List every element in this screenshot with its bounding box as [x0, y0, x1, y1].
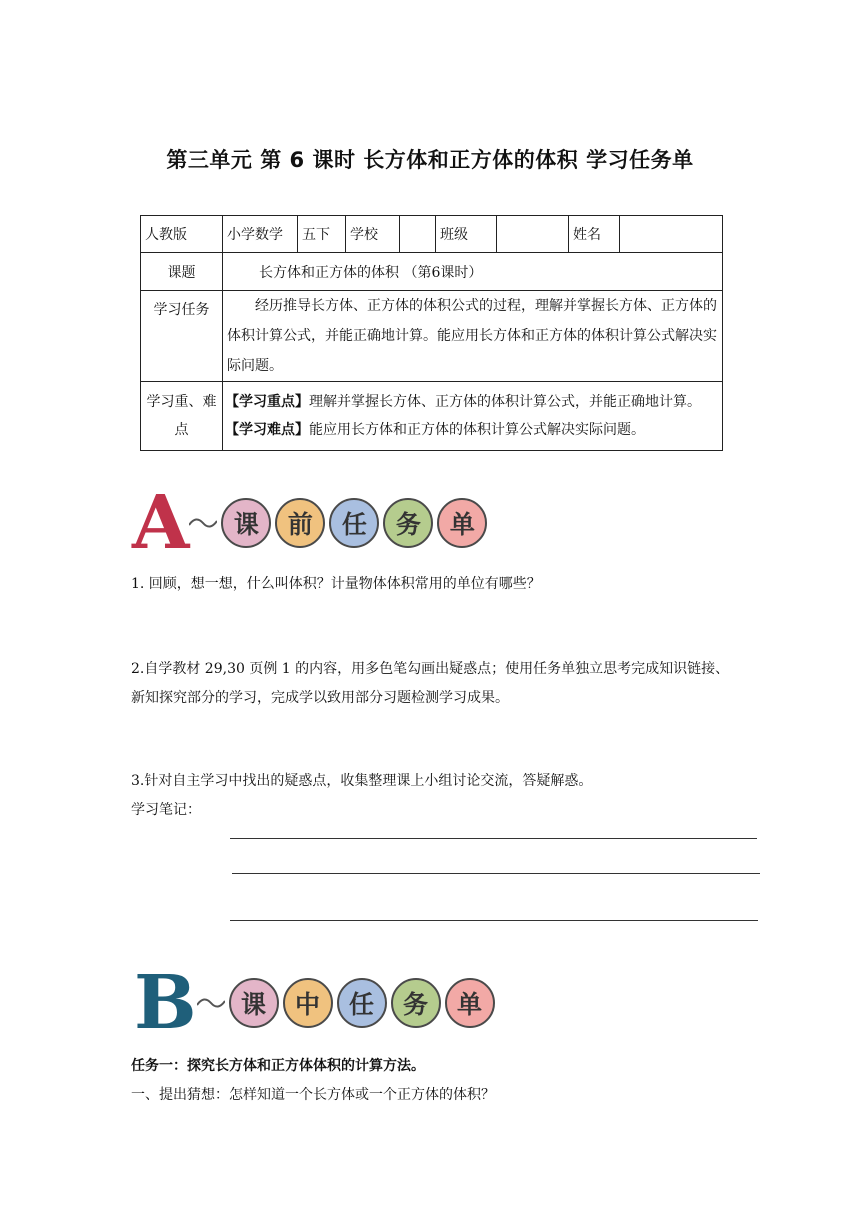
note-line[interactable] — [232, 873, 760, 874]
notes-label: 学习笔记： — [131, 802, 201, 818]
note-line[interactable] — [230, 920, 758, 921]
class-label: 班级 — [436, 216, 497, 253]
note-line[interactable] — [230, 838, 757, 839]
difficulty-text: 能应用长方体和正方体的体积计算公式解决实际问题。 — [309, 422, 645, 438]
topic-row — [141, 253, 723, 291]
info-header-row — [141, 216, 723, 253]
letter-b-icon: B — [134, 960, 197, 1046]
difficulty-tag: 【学习难点】 — [225, 422, 309, 438]
section-b-banner — [134, 960, 495, 1046]
key-point-text: 理解并掌握长方体、正方体的体积计算公式，并能正确地计算。 — [309, 394, 701, 410]
badge-circle: 任 — [337, 978, 387, 1028]
topic-label: 课题 — [141, 253, 223, 291]
squiggle-connector-icon — [197, 993, 225, 1013]
key-label: 学习重、难点 — [141, 382, 223, 451]
key-point-tag: 【学习重点】 — [225, 394, 309, 410]
difficulty-line — [225, 416, 718, 444]
subject-cell: 小学数学 — [223, 216, 298, 253]
school-field[interactable] — [400, 216, 436, 253]
badge-circle: 课 — [229, 978, 279, 1028]
info-table — [140, 215, 723, 451]
letter-a-icon: A — [132, 480, 190, 566]
badge-circle: 单 — [445, 978, 495, 1028]
question-3: 3.针对自主学习中找出的疑惑点，收集整理课上小组讨论交流，答疑解惑。 — [131, 773, 593, 789]
question-2: 2.自学教材 29,30 页例 1 的内容，用多色笔勾画出疑惑点；使用任务单独立思考完成知识链接、新知探究部分的学习，完成学以致用部分习题检测学习成果。 — [131, 661, 730, 706]
topic-value: 长方体和正方体的体积 （第6课时） — [223, 253, 723, 291]
question-1: 1. 回顾，想一想，什么叫体积？计量物体体积常用的单位有哪些？ — [131, 576, 541, 592]
step-one: 一、提出猜想：怎样知道一个长方体或一个正方体的体积？ — [131, 1087, 495, 1103]
edition-cell: 人教版 — [141, 216, 223, 253]
key-point-line — [225, 388, 718, 416]
badge-circle: 务 — [383, 498, 433, 548]
badge-circle: 中 — [283, 978, 333, 1028]
grade-cell: 五下 — [298, 216, 346, 253]
name-field[interactable] — [620, 216, 723, 253]
badge-circle: 单 — [437, 498, 487, 548]
name-label: 姓名 — [569, 216, 620, 253]
page-title: 第三单元 第 6 课时 长方体和正方体的体积 学习任务单 — [166, 148, 694, 172]
task-row — [141, 291, 723, 382]
squiggle-connector-icon — [189, 513, 217, 533]
task-label: 学习任务 — [141, 291, 223, 382]
badge-circle: 务 — [391, 978, 441, 1028]
badge-circle: 课 — [221, 498, 271, 548]
badge-circle: 前 — [275, 498, 325, 548]
task-value: 经历推导长方体、正方体的体积公式的过程，理解并掌握长方体、正方体的体积计算公式，并能正确地计算。能应用长方体和正方体的体积计算公式解决实际问题。 — [223, 291, 723, 382]
section-a-banner — [132, 480, 487, 566]
task-one-heading: 任务一：探究长方体和正方体体积的计算方法。 — [131, 1058, 425, 1074]
school-label: 学校 — [346, 216, 400, 253]
badge-circle: 任 — [329, 498, 379, 548]
class-field[interactable] — [497, 216, 569, 253]
key-row — [141, 382, 723, 451]
